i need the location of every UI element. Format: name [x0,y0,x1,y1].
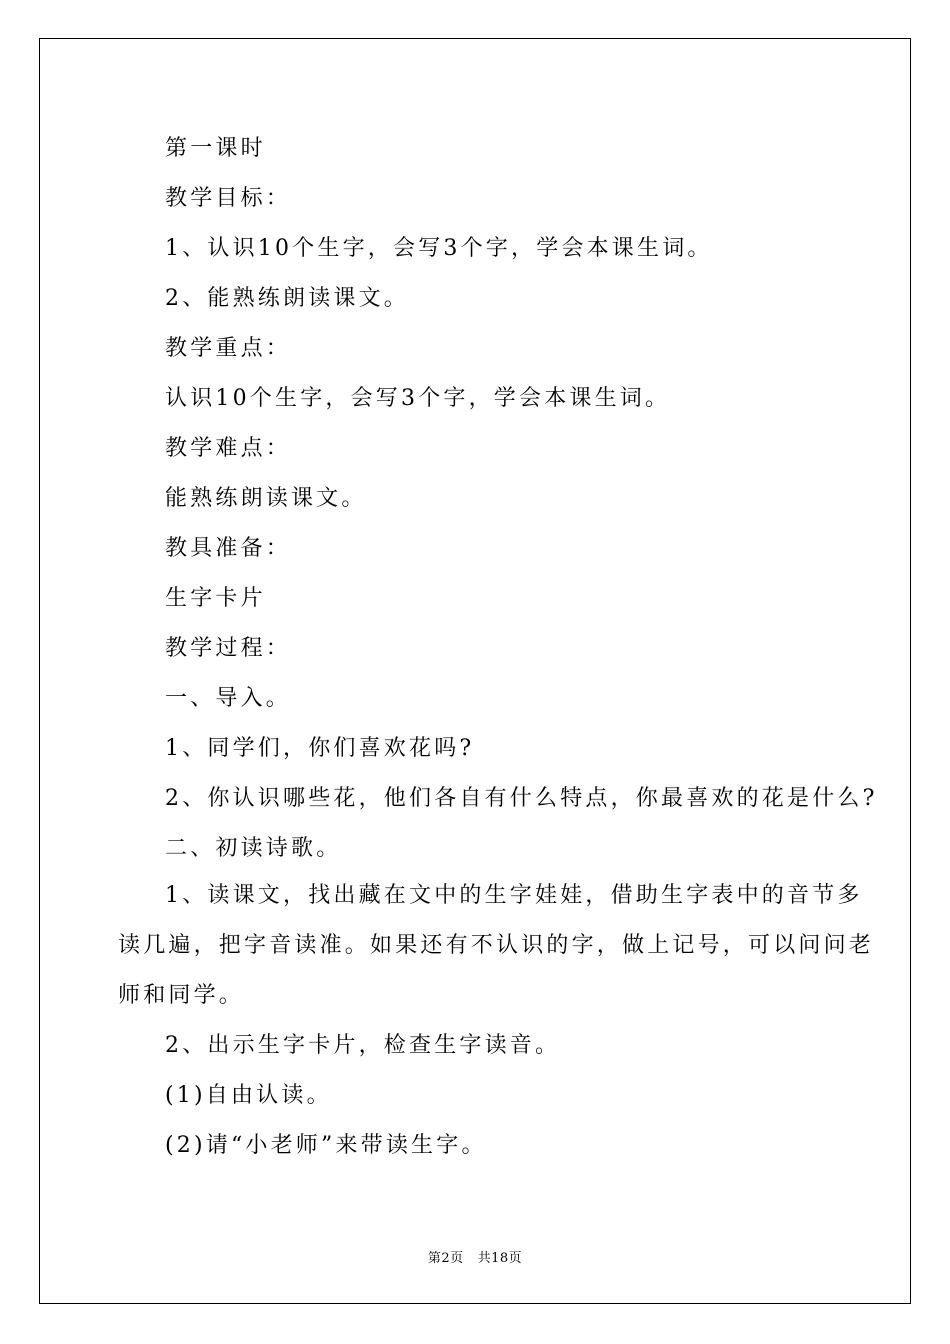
paragraph: 1、认识10个生字，会写3个字，学会本课生词。 [165,236,713,261]
list-item: (1)自由认读。 [165,1083,332,1108]
heading-key-points: 教学重点： [165,336,292,361]
page-number: 第2页 [427,1251,464,1266]
paragraph-continued: 师和同学。 [118,983,245,1008]
heading-difficulties: 教学难点： [165,436,292,461]
heading-materials: 教具准备： [165,536,292,561]
paragraph: 2、你认识哪些花，他们各自有什么特点，你最喜欢的花是什么? [165,786,878,811]
section-heading: 一、导入。 [165,686,292,711]
paragraph: 2、出示生字卡片，检查生字读音。 [165,1033,561,1058]
paragraph: 1、同学们，你们喜欢花吗? [165,736,475,761]
lesson-title: 第一课时 [165,136,266,161]
page-footer [40,1247,910,1266]
document-page [39,38,911,1304]
paragraph: 能熟练朗读课文。 [165,486,367,511]
paragraph: 2、能熟练朗读课文。 [165,286,409,311]
page-total: 共18页 [477,1251,523,1266]
heading-process: 教学过程： [165,636,292,661]
paragraph: 生字卡片 [165,586,266,611]
paragraph: 1、读课文，找出藏在文中的生字娃娃，借助生字表中的音节多 [165,883,863,908]
section-heading: 二、初读诗歌。 [165,836,342,861]
heading-objectives: 教学目标： [165,186,292,211]
paragraph: 认识10个生字，会写3个字，学会本课生词。 [165,386,671,411]
list-item: (2)请“小老师”来带读生字。 [165,1133,487,1158]
paragraph-continued: 读几遍，把字音读准。如果还有不认识的字，做上记号，可以问问老 [118,933,875,958]
